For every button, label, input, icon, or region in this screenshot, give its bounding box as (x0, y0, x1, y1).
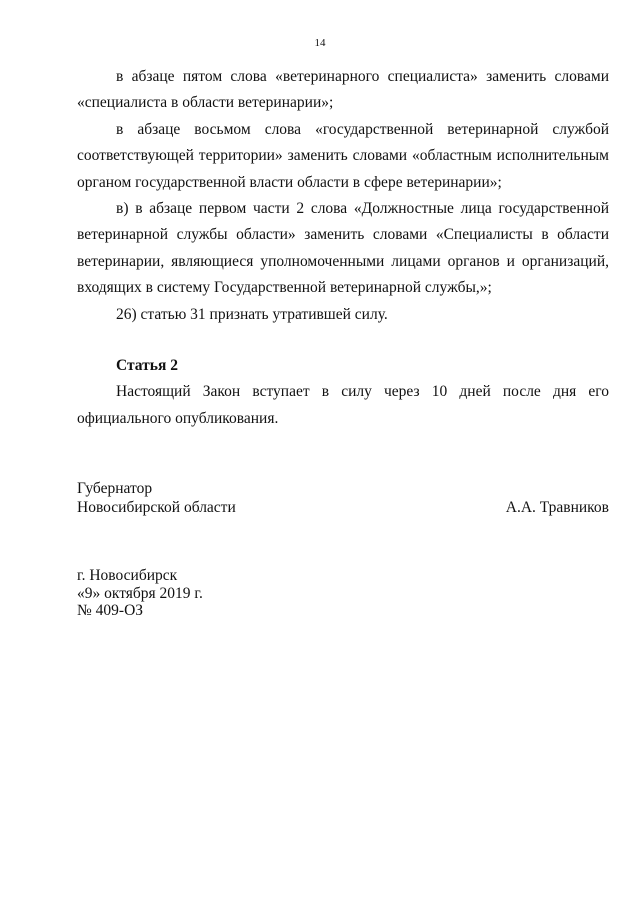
signature-title-line1: Губернатор (77, 480, 153, 497)
document-body (77, 64, 609, 432)
paragraph-amendment-5: в абзаце пятом слова «ветеринарного специалиста» заменить словами «специалиста в области ветеринарии»; (77, 68, 609, 112)
paragraph-amendment-8: в абзаце восьмом слова «государственной ветеринарной службой соответствующей территории» заменить словами «областным исполнительным органом государственной власти области в сфере ветеринарии»; (77, 120, 609, 191)
signature-line (77, 498, 609, 517)
article-heading: Статья 2 (116, 357, 178, 375)
footer-date: «9» октября 2019 г. (77, 584, 203, 602)
paragraph-amendment-v: в) в абзаце первом части 2 слова «Должностные лица государственной ветеринарной службы области» заменить словами «Специалисты в области ветеринарии, являющиеся уполномоченными лицами органов и организаций, входящих в систему Государственной ветеринарной службы,»; (77, 200, 609, 297)
paragraph-amendment-26: 26) статью 31 признать утратившей силу. (116, 305, 388, 323)
signature-block (77, 479, 609, 517)
signature-title-line2: Новосибирской области (77, 499, 236, 516)
footer-law-number: № 409-ОЗ (77, 602, 144, 619)
page-number: 14 (314, 37, 326, 49)
footer-city: г. Новосибирск (77, 567, 178, 584)
signatory-name: А.А. Травников (505, 499, 609, 516)
article-text: Настоящий Закон вступает в силу через 10 дней после дня его официального опубликования. (77, 383, 609, 427)
footer-block (77, 567, 477, 620)
